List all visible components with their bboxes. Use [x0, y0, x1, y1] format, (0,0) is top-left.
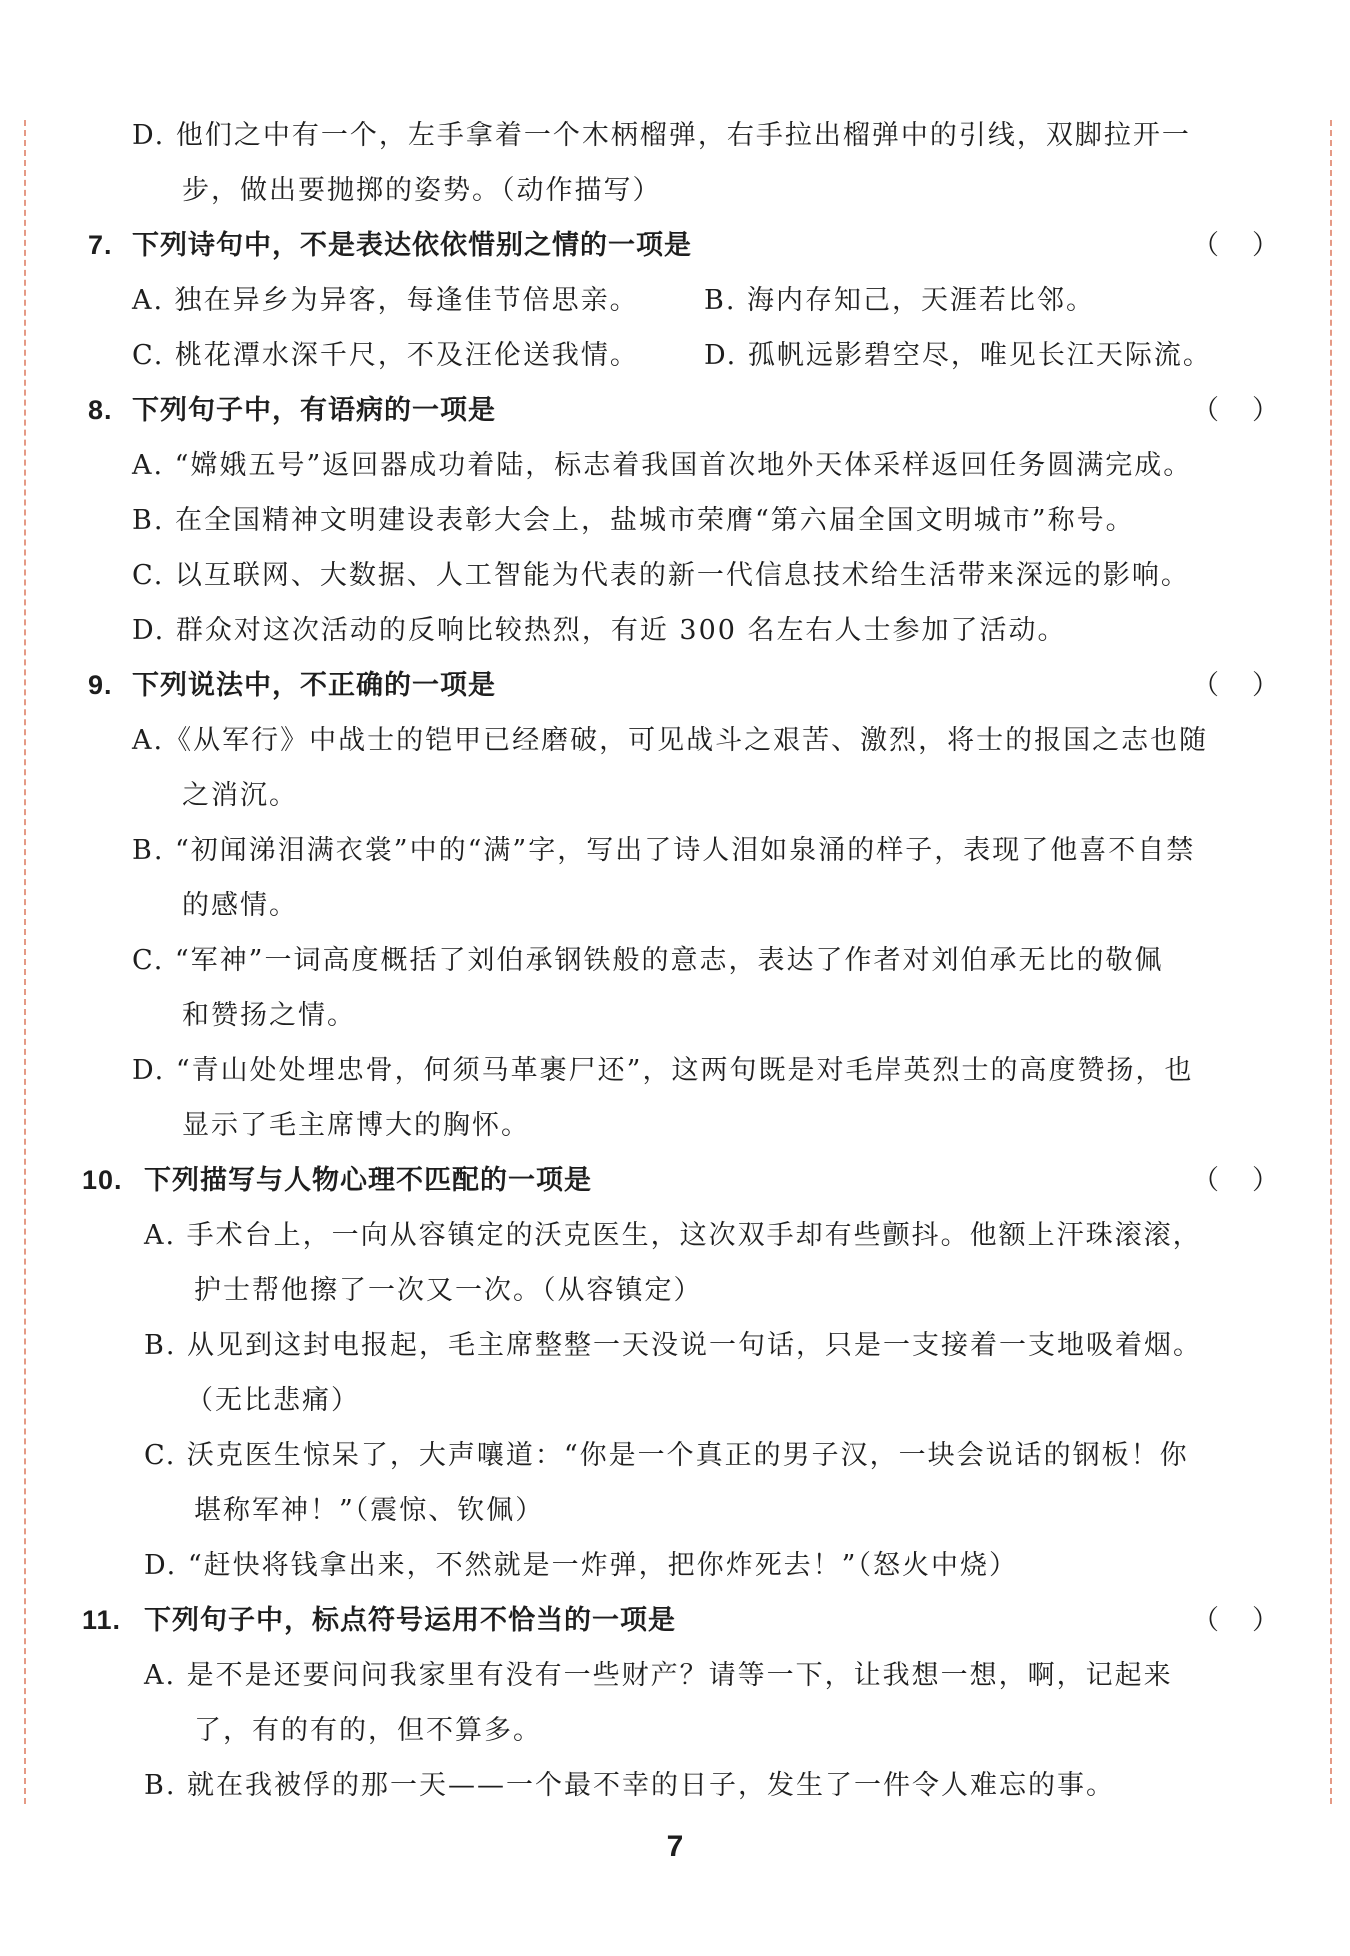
question-10 — [0, 1153, 1350, 1593]
option-a: A. “嫦娥五号”返回器成功着陆，标志着我国首次地外天体采样返回任务圆满完成。 — [132, 450, 1193, 481]
option-line: D. 他们之中有一个，左手拿着一个木柄榴弹，右手拉出榴弹中的引线，双脚拉开一 — [132, 120, 1191, 151]
question-number: 7. — [88, 230, 113, 260]
option-c: C. 桃花潭水深千尺，不及汪伦送我情。 — [132, 340, 639, 371]
option-a: A.《从军行》中战士的铠甲已经磨破，可见战斗之艰苦、激烈，将士的报国之志也随 — [132, 725, 1209, 756]
question-7 — [0, 218, 1350, 383]
answer-blank[interactable]: （ ） — [1192, 1165, 1280, 1196]
answer-blank[interactable]: （ ） — [1192, 395, 1280, 426]
question-number: 9. — [88, 670, 113, 700]
answer-blank[interactable]: （ ） — [1192, 670, 1280, 701]
option-a-cont: 护士帮他擦了一次又一次。（从容镇定） — [194, 1275, 703, 1306]
question-9 — [0, 658, 1350, 1153]
question-text: 下列诗句中，不是表达依依惜别之情的一项是 — [132, 230, 692, 261]
question-11 — [0, 1593, 1350, 1813]
option-b: B. “初闻涕泪满衣裳”中的“满”字，写出了诗人泪如泉涌的样子，表现了他喜不自禁 — [132, 835, 1196, 866]
question-stem — [0, 1593, 1350, 1648]
option-d-cont: 显示了毛主席博大的胸怀。 — [182, 1110, 530, 1141]
question-stem — [0, 218, 1350, 273]
option-a-cont: 了，有的有的，但不算多。 — [194, 1715, 542, 1746]
question-number: 10. — [82, 1165, 123, 1195]
option-c-cont: 和赞扬之情。 — [182, 1000, 356, 1031]
answer-blank[interactable]: （ ） — [1192, 230, 1280, 261]
page-number: 7 — [666, 1830, 684, 1863]
option-c-cont: 堪称军神！”（震惊、钦佩） — [194, 1495, 545, 1526]
question-text: 下列说法中，不正确的一项是 — [132, 670, 496, 701]
question-stem — [0, 658, 1350, 713]
option-b: B. 在全国精神文明建设表彰大会上，盐城市荣膺“第六届全国文明城市”称号。 — [132, 505, 1135, 536]
option-a: A. 手术台上，一向从容镇定的沃克医生，这次双手却有些颤抖。他额上汗珠滚滚， — [144, 1220, 1202, 1251]
option-c: C. “军神”一词高度概括了刘伯承钢铁般的意志，表达了作者对刘伯承无比的敬佩 — [132, 945, 1164, 976]
question-text: 下列描写与人物心理不匹配的一项是 — [144, 1165, 592, 1196]
option-b: B. 海内存知己，天涯若比邻。 — [704, 285, 1096, 316]
option-d: D. “青山处处埋忠骨，何须马革裹尸还”，这两句既是对毛岸英烈士的高度赞扬，也 — [132, 1055, 1194, 1086]
option-d: D. “赶快将钱拿出来，不然就是一炸弹，把你炸死去！”（怒火中烧） — [144, 1550, 1018, 1581]
option-c: C. 沃克医生惊呆了，大声嚷道：“你是一个真正的男子汉，一块会说话的钢板！你 — [144, 1440, 1189, 1471]
option-b: B. 就在我被俘的那一天——一个最不幸的日子，发生了一件令人难忘的事。 — [144, 1770, 1116, 1801]
option-b: B. 从见到这封电报起，毛主席整整一天没说一句话，只是一支接着一支地吸着烟。 — [144, 1330, 1203, 1361]
question-text: 下列句子中，有语病的一项是 — [132, 395, 496, 426]
option-row — [0, 328, 1350, 383]
question-list — [0, 108, 1350, 1813]
question-number: 8. — [88, 395, 113, 425]
option-c: C. 以互联网、大数据、人工智能为代表的新一代信息技术给生活带来深远的影响。 — [132, 560, 1190, 591]
option-a-cont: 之消沉。 — [182, 780, 298, 811]
option-d: D. 群众对这次活动的反响比较热烈，有近 300 名左右人士参加了活动。 — [132, 615, 1067, 646]
question-stem — [0, 1153, 1350, 1208]
question-number: 11. — [82, 1605, 122, 1635]
question-8 — [0, 383, 1350, 658]
option-d: D. 孤帆远影碧空尽，唯见长江天际流。 — [704, 340, 1212, 371]
option-line: 步，做出要抛掷的姿势。（动作描写） — [182, 175, 662, 206]
question-text: 下列句子中，标点符号运用不恰当的一项是 — [144, 1605, 676, 1636]
option-a: A. 是不是还要问问我家里有没有一些财产？请等一下，让我想一想，啊，记起来 — [144, 1660, 1173, 1691]
answer-blank[interactable]: （ ） — [1192, 1605, 1280, 1636]
option-b-cont: 的感情。 — [182, 890, 298, 921]
option-row — [0, 273, 1350, 328]
option-b-cont: （无比悲痛） — [186, 1385, 360, 1416]
question-6-continuation — [0, 108, 1350, 218]
question-stem — [0, 383, 1350, 438]
option-a: A. 独在异乡为异客，每逢佳节倍思亲。 — [132, 285, 639, 316]
